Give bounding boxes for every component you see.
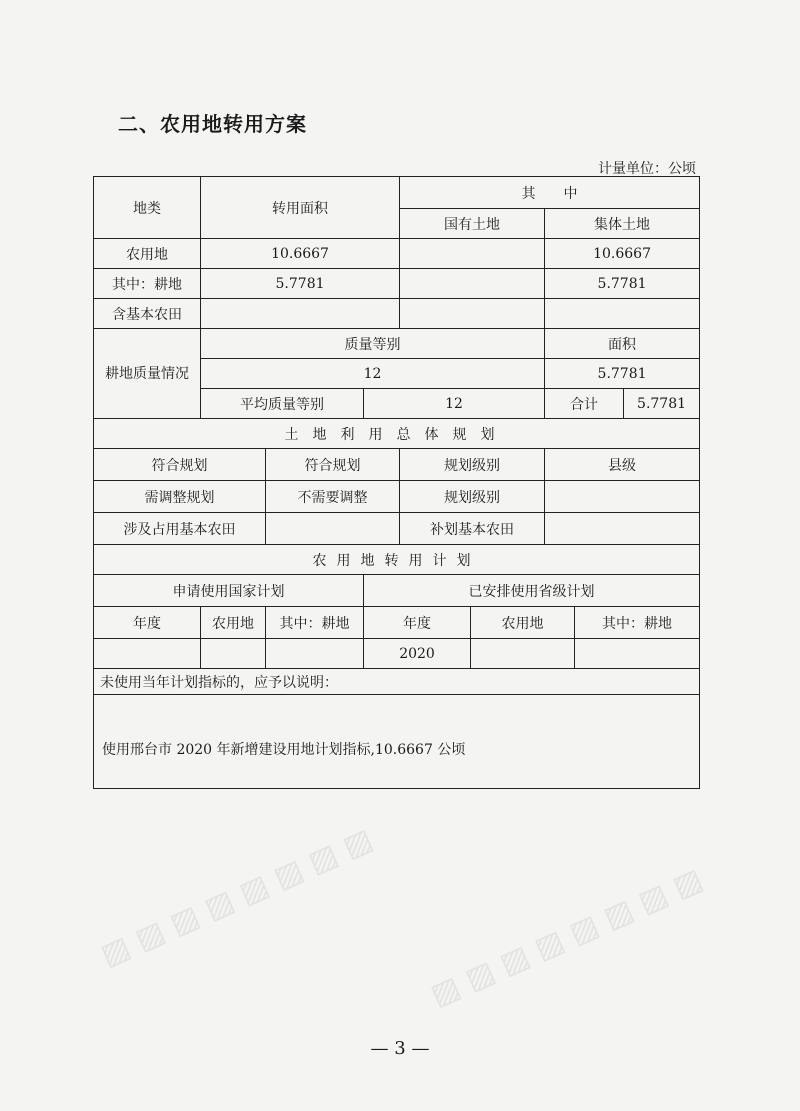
provincial-col-year: 年度 — [364, 607, 471, 639]
occupy-value — [266, 513, 400, 545]
national-cultivated — [266, 639, 364, 669]
adjust-label: 需调整规划 — [94, 481, 266, 513]
national-year — [94, 639, 201, 669]
quality-area-value: 5.7781 — [545, 359, 700, 389]
note-cell — [94, 695, 700, 789]
national-col-cultivated: 其中：耕地 — [266, 607, 364, 639]
farmland-state — [400, 239, 545, 269]
level-label-1: 规划级别 — [400, 449, 545, 481]
header-collective-land: 集体土地 — [545, 209, 700, 239]
quality-avg-label: 平均质量等别 — [201, 389, 364, 419]
provincial-col-cultivated: 其中：耕地 — [575, 607, 700, 639]
watermark: ▨ ▨ ▨ ▨ ▨ ▨ ▨ ▨ — [95, 821, 378, 974]
page-number: — 3 — — [370, 1038, 430, 1059]
farmland-label: 农用地 — [94, 239, 201, 269]
header-of-which: 其 中 — [400, 177, 700, 209]
header-land-type: 地类 — [94, 177, 201, 239]
supplement-value — [545, 513, 700, 545]
provincial-year: 2020 — [364, 639, 471, 669]
farmland-area: 10.6667 — [201, 239, 400, 269]
quality-grade-value: 12 — [201, 359, 545, 389]
note-text: 使用邢台市 2020 年新增建设用地计划指标,10.6667 公顷 — [102, 742, 466, 758]
basic-farmland-state — [400, 299, 545, 329]
cultivated-label: 其中：耕地 — [94, 269, 201, 299]
quality-avg-value: 12 — [364, 389, 545, 419]
quality-grade-header: 质量等别 — [201, 329, 545, 359]
quality-total-label: 合计 — [545, 389, 624, 419]
national-col-farmland: 农用地 — [201, 607, 266, 639]
farmland-conversion-table — [93, 176, 700, 789]
provincial-farmland — [471, 639, 575, 669]
provincial-col-farmland: 农用地 — [471, 607, 575, 639]
header-converted-area: 转用面积 — [201, 177, 400, 239]
provincial-cultivated — [575, 639, 700, 669]
national-col-year: 年度 — [94, 607, 201, 639]
quality-area-header: 面积 — [545, 329, 700, 359]
watermark: ▨ ▨ ▨ ▨ ▨ ▨ ▨ ▨ — [425, 861, 708, 1014]
level-value-2 — [545, 481, 700, 513]
planning-section-title: 土地利用总体规划 — [94, 419, 700, 449]
quality-total-value: 5.7781 — [624, 389, 700, 419]
cultivated-state — [400, 269, 545, 299]
national-farmland — [201, 639, 266, 669]
farmland-collective: 10.6667 — [545, 239, 700, 269]
note-prompt: 未使用当年计划指标的，应予以说明： — [94, 669, 700, 695]
basic-farmland-area — [201, 299, 400, 329]
cultivated-collective: 5.7781 — [545, 269, 700, 299]
quality-label: 耕地质量情况 — [94, 329, 201, 419]
occupy-label: 涉及占用基本农田 — [94, 513, 266, 545]
basic-farmland-collective — [545, 299, 700, 329]
level-value-1: 县级 — [545, 449, 700, 481]
page-title: 二、农用地转用方案 — [118, 112, 307, 136]
conform-value: 符合规划 — [266, 449, 400, 481]
conversion-plan-section-title: 农用地转用计划 — [94, 545, 700, 575]
adjust-value: 不需要调整 — [266, 481, 400, 513]
header-state-land: 国有土地 — [400, 209, 545, 239]
basic-farmland-label: 含基本农田 — [94, 299, 201, 329]
provincial-plan-label: 已安排使用省级计划 — [364, 575, 700, 607]
supplement-label: 补划基本农田 — [400, 513, 545, 545]
national-plan-label: 申请使用国家计划 — [94, 575, 364, 607]
conform-label: 符合规划 — [94, 449, 266, 481]
level-label-2: 规划级别 — [400, 481, 545, 513]
cultivated-area: 5.7781 — [201, 269, 400, 299]
unit-note: 计量单位：公顷 — [598, 161, 696, 177]
